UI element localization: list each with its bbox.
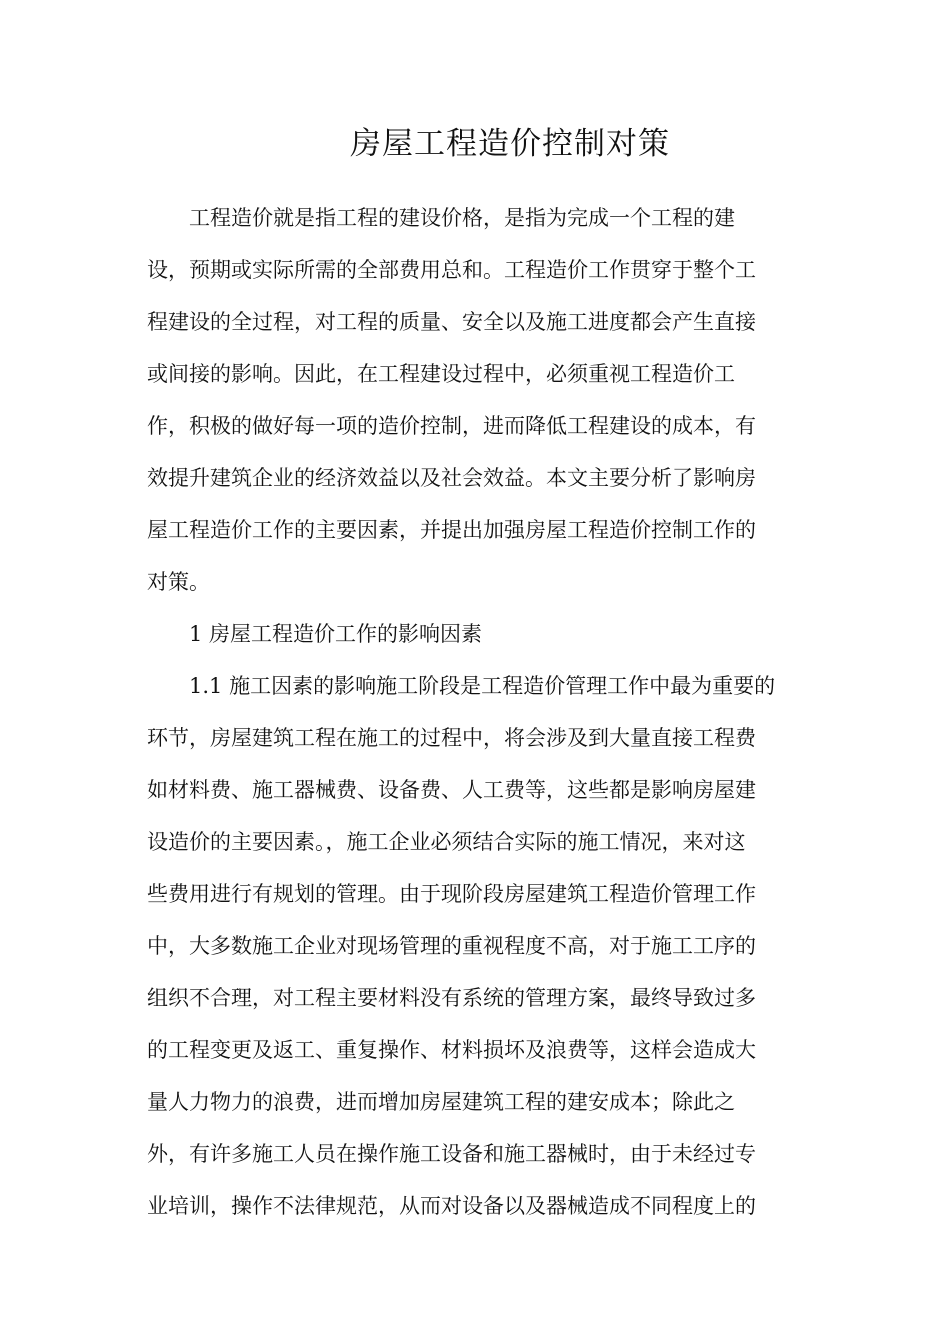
paragraph-line: 作，积极的做好每一项的造价控制，进而降低工程建设的成本，有	[147, 414, 756, 438]
paragraph-line: 1.1 施工因素的影响施工阶段是工程造价管理工作中最为重要的	[189, 674, 776, 698]
paragraph-line: 工程造价就是指工程的建设价格，是指为完成一个工程的建	[189, 206, 735, 230]
section-heading: 1 房屋工程造价工作的影响因素	[189, 622, 483, 646]
paragraph-line: 外，有许多施工人员在操作施工设备和施工器械时，由于未经过专	[147, 1142, 756, 1166]
paragraph-line: 效提升建筑企业的经济效益以及社会效益。本文主要分析了影响房	[147, 466, 756, 490]
paragraph-line: 对策。	[147, 570, 210, 594]
document-title: 房屋工程造价控制对策	[350, 126, 670, 162]
paragraph-line: 屋工程造价工作的主要因素，并提出加强房屋工程造价控制工作的	[147, 518, 756, 542]
paragraph-line: 设造价的主要因素。，施工企业必须结合实际的施工情况，来对这	[147, 830, 746, 854]
paragraph-line: 程建设的全过程，对工程的质量、安全以及施工进度都会产生直接	[147, 310, 756, 334]
paragraph-line: 中，大多数施工企业对现场管理的重视程度不高，对于施工工序的	[147, 934, 756, 958]
document-body	[147, 192, 807, 1232]
paragraph-line: 或间接的影响。因此，在工程建设过程中，必须重视工程造价工	[147, 362, 735, 386]
paragraph-line: 的工程变更及返工、重复操作、材料损坏及浪费等，这样会造成大	[147, 1038, 756, 1062]
paragraph-line: 量人力物力的浪费，进而增加房屋建筑工程的建安成本；除此之	[147, 1090, 735, 1114]
paragraph-line: 业培训，操作不法律规范，从而对设备以及器械造成不同程度上的	[147, 1194, 756, 1218]
paragraph-line: 如材料费、施工器械费、设备费、人工费等，这些都是影响房屋建	[147, 778, 756, 802]
paragraph-line: 组织不合理，对工程主要材料没有系统的管理方案，最终导致过多	[147, 986, 756, 1010]
paragraph-line: 些费用进行有规划的管理。由于现阶段房屋建筑工程造价管理工作	[147, 882, 756, 906]
paragraph-line: 设，预期或实际所需的全部费用总和。工程造价工作贯穿于整个工	[147, 258, 756, 282]
paragraph-line: 环节，房屋建筑工程在施工的过程中，将会涉及到大量直接工程费	[147, 726, 756, 750]
